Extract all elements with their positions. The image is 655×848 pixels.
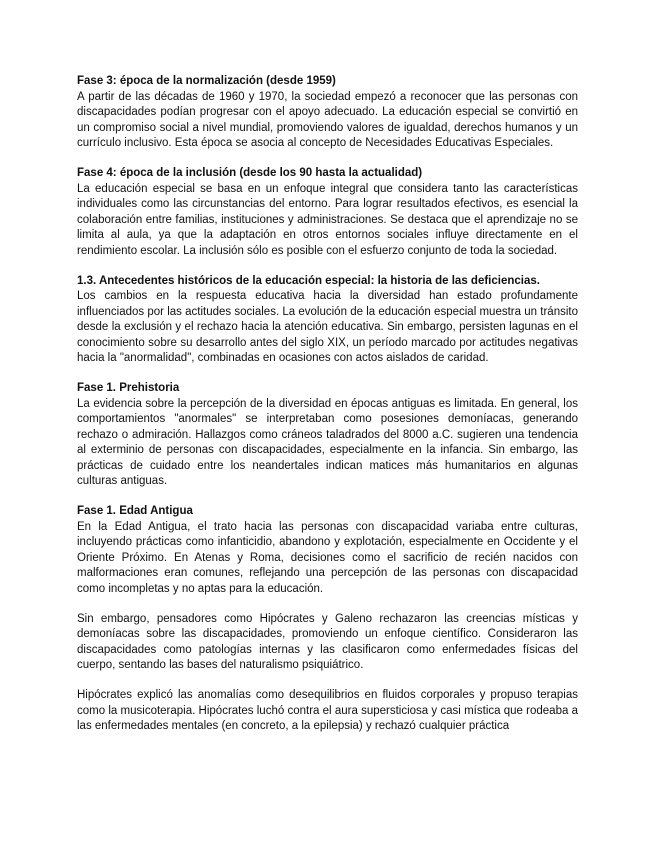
section-prehistoria	[77, 381, 578, 490]
section-paragraph: Hipócrates explicó las anomalías como desequilibrios en fluidos corporales y propuso terapias como la musicoterapia. Hipócrates luchó contra el aura supersticiosa y casi mística que rodeaba a las enfermedades mentales (en concreto, a la epilepsia) y rechazó cualquier práctica	[77, 689, 578, 732]
section-paragraph: A partir de las décadas de 1960 y 1970, la sociedad empezó a reconocer que las personas con discapacidades podían progresar con el apoyo adecuado. La educación especial se convirtió en un compromiso social a nivel mundial, promoviendo valores de igualdad, derechos humanos y un currículo inclusivo. Esta época se asocia al concepto de Necesidades Educativas Especiales.	[77, 90, 578, 149]
section-heading: Fase 4: época de la inclusión (desde los 90 hasta la actualidad)	[77, 167, 423, 179]
section-paragraph: En la Edad Antigua, el trato hacia las personas con discapacidad variaba entre culturas, incluyendo prácticas como infanticidio, abandono y explotación, especialmente en Occidente y el Oriente Próximo. En Atenas y Roma, decisiones como el sacrificio de recién nacidos con malformaciones eran comunes, reflejando una percepción de las personas con discapacidad como incompletas y no aptas para la educación.	[77, 520, 578, 595]
section-edad-antigua	[77, 504, 578, 735]
section-paragraph: La evidencia sobre la percepción de la diversidad en épocas antiguas es limitada. En general, los comportamientos "anormales" se interpretaban como posesiones demoníacas, generando rechazo o admiración. Hallazgos como cráneos taladrados del 8000 a.C. sugieren una tendencia al exterminio de personas con discapacidades, especialmente en la infancia. Sin embargo, las prácticas de cuidado entre los neandertales indican matices más humanitarios en algunas culturas antiguas.	[77, 397, 578, 487]
section-heading: Fase 3: época de la normalización (desde 1959)	[77, 75, 336, 87]
section-heading: Fase 1. Prehistoria	[77, 382, 180, 394]
section-paragraph: Sin embargo, pensadores como Hipócrates y Galeno rechazaron las creencias místicas y demoníacas sobre las discapacidades, promoviendo un enfoque científico. Consideraron las discapacidades como patologías internas y las clasificaron como enfermedades físicas del cuerpo, sentando las bases del naturalismo psiquiátrico.	[77, 612, 578, 671]
section-paragraph: Los cambios en la respuesta educativa hacia la diversidad han estado profundamente influenciados por las actitudes sociales. La evolución de la educación especial muestra un tránsito desde la exclusión y el rechazo hacia la atención educativa. Sin embargo, persisten lagunas en el conocimiento sobre su desarrollo antes del siglo XIX, un período marcado por actitudes negativas hacia la "anormalidad", combinadas en ocasiones con actos aislados de caridad.	[77, 290, 578, 364]
section-paragraph: La educación especial se basa en un enfoque integral que considera tanto las características individuales como las circunstancias del entorno. Para lograr resultados efectivos, es esencial la colaboración entre familias, instituciones y administraciones. Se destaca que el aprendizaje no se limita al aula, ya que la adaptación en otros entornos sociales influye directamente en el rendimiento escolar. La inclusión sólo es posible con el esfuerzo conjunto de toda la sociedad.	[77, 182, 578, 257]
document-page	[77, 74, 578, 749]
section-heading: 1.3. Antecedentes históricos de la educación especial: la historia de las deficiencias.	[77, 274, 540, 287]
section-heading: Fase 1. Edad Antigua	[77, 505, 193, 517]
section-fase-4	[77, 166, 578, 259]
section-antecedentes	[77, 274, 578, 367]
section-fase-3	[77, 74, 578, 152]
